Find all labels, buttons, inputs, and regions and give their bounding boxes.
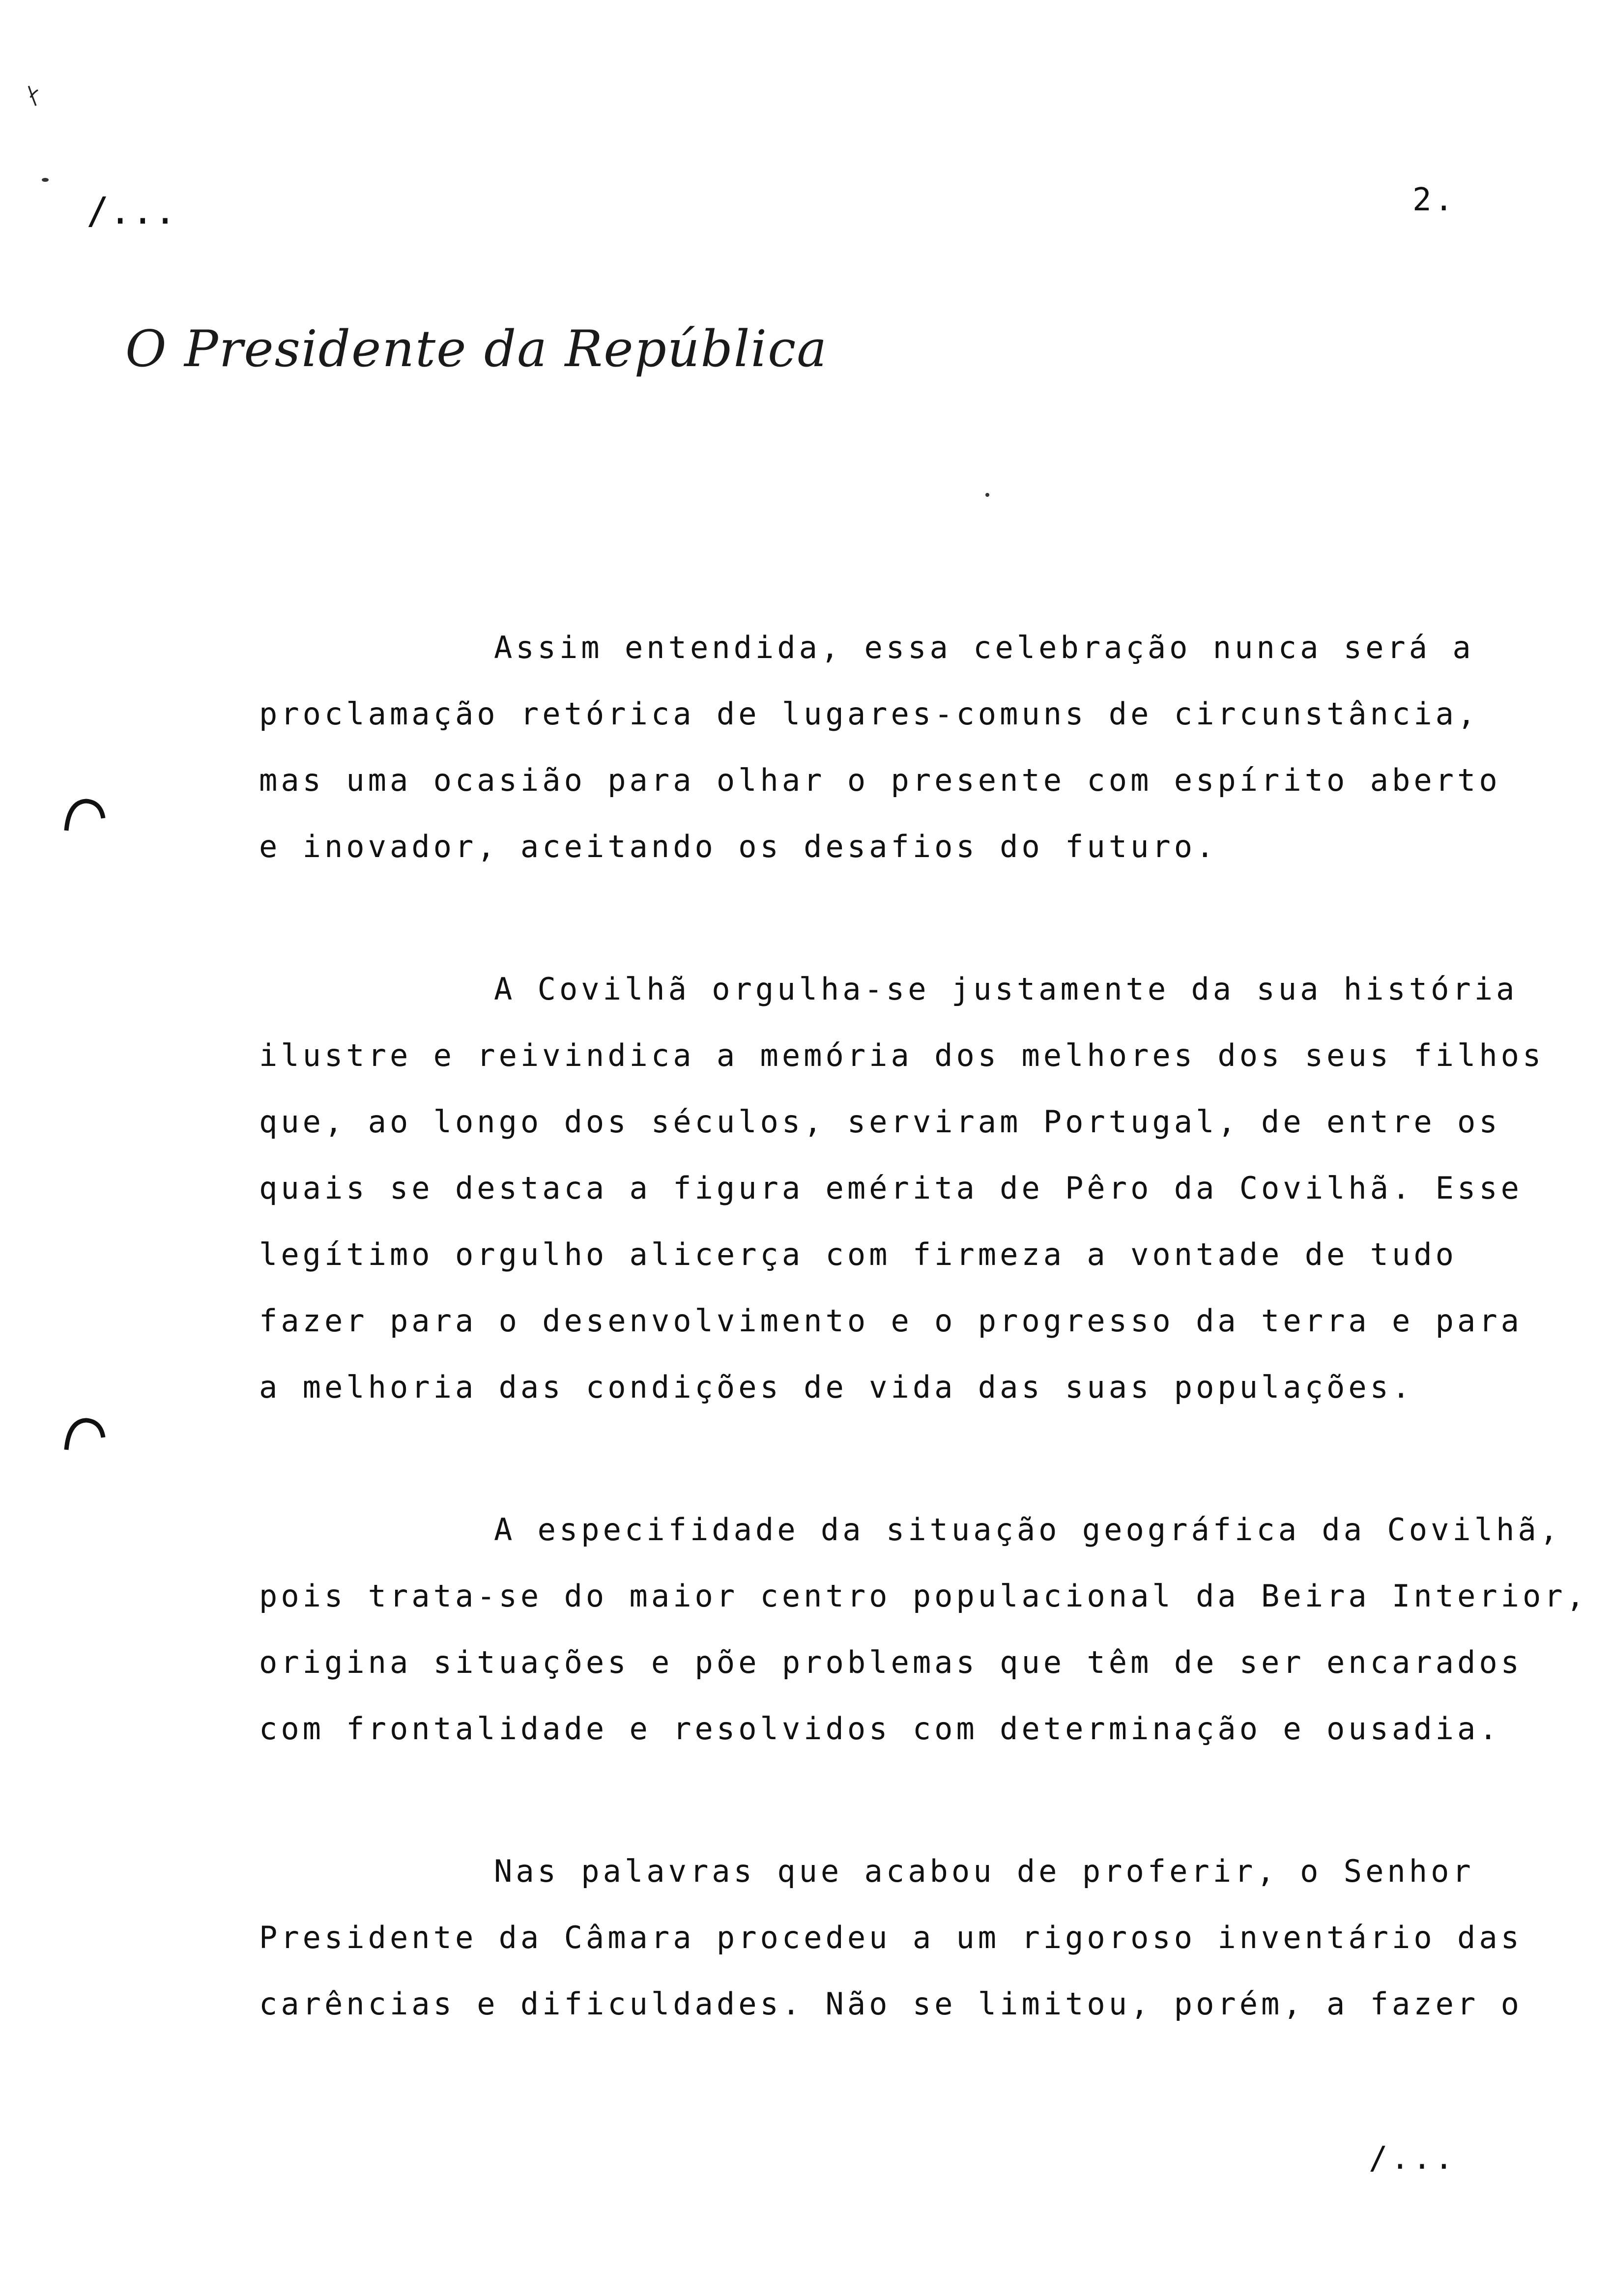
text-line: mas uma ocasião para olhar o presente com espírito aberto xyxy=(259,762,1501,798)
text-line: legítimo orgulho alicerça com firmeza a vontade de tudo xyxy=(259,1236,1457,1272)
text-line: Assim entendida, essa celebração nunca será a xyxy=(494,630,1474,665)
margin-tick-icon xyxy=(22,74,52,118)
paragraph xyxy=(259,1838,1523,2037)
text-line: Presidente da Câmara procedeu a um rigoroso inventário das xyxy=(259,1920,1523,1955)
text-line: e inovador, aceitando os desafios do futuro. xyxy=(259,829,1218,864)
punch-hole-icon xyxy=(61,1415,106,1455)
text-line: fazer para o desenvolvimento e o progresso da terra e para xyxy=(259,1303,1523,1339)
text-line: A especifidade da situação geográfica da Covilhã, xyxy=(494,1512,1562,1548)
letterhead-title: O Presidente da República xyxy=(125,320,828,378)
text-line: A Covilhã orgulha-se justamente da sua história xyxy=(494,971,1518,1007)
continued-on-marker: /... xyxy=(1369,2140,1457,2177)
text-line: origina situações e põe problemas que têm de ser encarados xyxy=(259,1644,1523,1680)
margin-speck-icon xyxy=(42,178,49,182)
paragraph xyxy=(259,1496,1588,1762)
text-line: carências e dificuldades. Não se limitou, porém, a fazer o xyxy=(259,1986,1523,2022)
punch-hole-icon xyxy=(61,796,106,835)
text-line: pois trata-se do maior centro populacional da Beira Interior, xyxy=(259,1578,1588,1614)
text-line: ilustre e reivindica a memória dos melhores dos seus filhos xyxy=(259,1037,1545,1073)
text-line: com frontalidade e resolvidos com determinação e ousadia. xyxy=(259,1711,1501,1747)
continued-from-marker: /... xyxy=(86,189,177,232)
text-line: quais se destaca a figura emérita de Pêro da Covilhã. Esse xyxy=(259,1170,1523,1206)
body-text xyxy=(259,614,1588,2113)
paragraph xyxy=(259,614,1501,880)
text-line: proclamação retórica de lugares-comuns de circunstância, xyxy=(259,696,1479,732)
text-line: Nas palavras que acabou de proferir, o Senhor xyxy=(494,1853,1474,1889)
text-line: a melhoria das condições de vida das suas populações. xyxy=(259,1369,1414,1405)
text-line: que, ao longo dos séculos, serviram Portugal, de entre os xyxy=(259,1104,1501,1140)
paragraph xyxy=(259,956,1545,1420)
page-number: 2. xyxy=(1412,182,1457,218)
stray-dot-icon xyxy=(985,493,989,497)
